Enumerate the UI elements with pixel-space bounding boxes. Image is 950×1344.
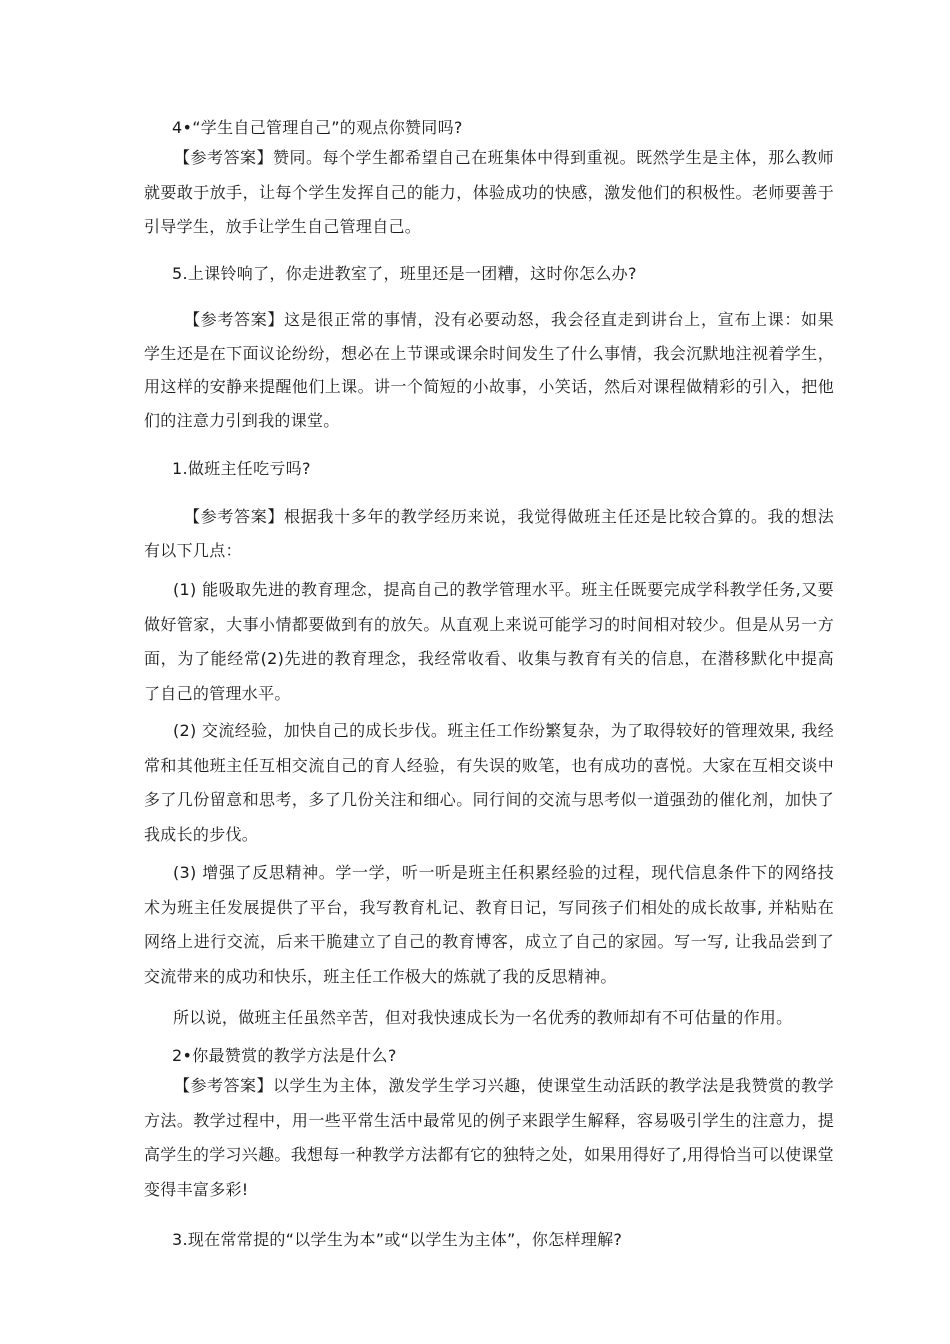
answer-2: 【参考答案】以学生为主体，激发学生学习兴趣，使课堂生动活跃的教学法是我赞赏的教学方法。教学过程中，用一些平常生活中最常见的例子来跟学生解释，容易吸引学生的注意力，提高学生的学习兴趣。我想每一种教学方法都有它的独特之处，如果用得好了,用得恰当可以使课堂变得丰富多彩! bbox=[144, 1076, 834, 1199]
question-1: 1.做班主任吃亏吗? bbox=[172, 459, 311, 478]
answer-1-point-2: (2) 交流经验，加快自己的成长步伐。班主任工作纷繁复杂，为了取得较好的管理效果, 我经常和其他班主任互相交流自己的育人经验，有失误的败笔，也有成功的喜悦。大家在互相交谈中多了几份留意和思考，多了几份关注和细心。同行间的交流与思考似一道强劲的催化剂，加快了我成长的步伐。 bbox=[144, 721, 834, 844]
answer-5: 【参考答案】这是很正常的事情，没有必要动怒，我会径直走到讲台上，宣布上课：如果学生还是在下面议论纷纷，想必在上节课或课余时间发生了什么事情，我会沉默地注视着学生，用这样的安静来提醒他们上课。讲一个简短的小故事，小笑话，然后对课程做精彩的引入，把他们的注意力引到我的课堂。 bbox=[144, 310, 834, 430]
question-2: 2•你最赞赏的教学方法是什么? bbox=[172, 1046, 397, 1065]
question-3: 3.现在常常提的“以学生为本”或“以学生为主体”，你怎样理解? bbox=[172, 1230, 623, 1249]
answer-1-intro: 【参考答案】根据我十多年的教学经历来说，我觉得做班主任还是比较合算的。我的想法有以下几点： bbox=[144, 507, 834, 560]
answer-1-point-1: (1) 能吸取先进的教育理念，提高自己的教学管理水平。班主任既要完成学科教学任务,又要做好管家，大事小情都要做到有的放矢。从直观上来说可能学习的时间相对较少。但是从另一方面，为了能经常(2)先进的教育理念，我经常收看、收集与教育有关的信息，在潜移默化中提高了自己的管理水平。 bbox=[144, 580, 834, 703]
answer-1-conclusion: 所以说，做班主任虽然辛苦，但对我快速成长为一名优秀的教师却有不可估量的作用。 bbox=[173, 1008, 793, 1027]
question-4: 4•“学生自己管理自己”的观点你赞同吗? bbox=[172, 118, 463, 137]
question-5: 5.上课铃响了，你走进教室了，班里还是一团糟，这时你怎么办? bbox=[172, 264, 637, 283]
answer-1-point-3: (3) 增强了反思精神。学一学，听一听是班主任积累经验的过程，现代信息条件下的网络技术为班主任发展提供了平台，我写教育札记、教育日记，写同孩子们相处的成长故事, 并粘贴在网络上进行交流，后来干脆建立了自己的教育博客，成立了自己的家园。写一写, 让我品尝到了交流带来的成功和快乐，班主任工作极大的炼就了我的反思精神。 bbox=[144, 863, 834, 986]
answer-4: 【参考答案】赞同。每个学生都希望自己在班集体中得到重视。既然学生是主体，那么教师就要敢于放手，让每个学生发挥自己的能力，体验成功的快感，激发他们的积极性。老师要善于引导学生，放手让学生自己管理自己。 bbox=[144, 148, 834, 236]
